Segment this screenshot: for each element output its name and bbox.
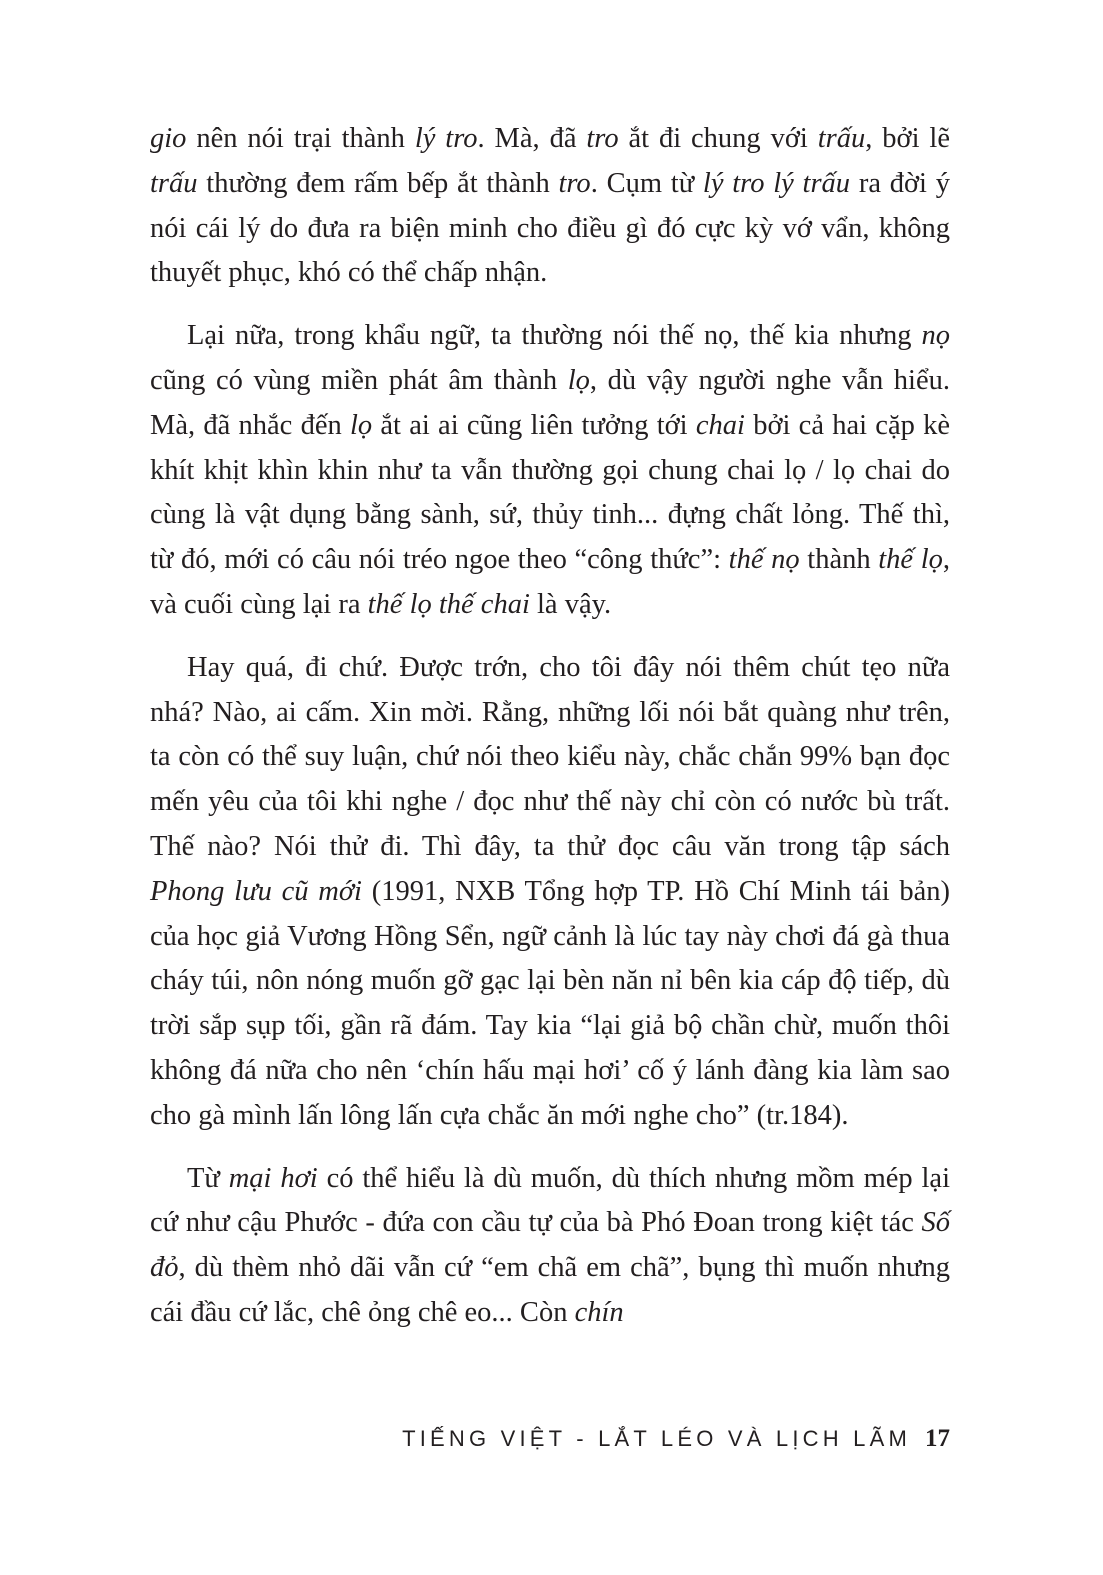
text-run: lý tro lý trấu [702, 167, 851, 199]
text-run: trấu [150, 167, 198, 199]
text-run: thế lọ [878, 544, 943, 576]
text-run: bởi cả hai cặp kè khít khịt khìn khin như ta vẫn thường gọi chung chai lọ / lọ chai do cùng là vật dụng bằng sành, sứ, thủy tinh... đựng chất lỏng. Thế thì, từ đó, mới có câu nói tréo ngoe theo “công thức”: [150, 409, 951, 576]
text-run: có thể hiểu là dù muốn, dù thích nhưng mồm mép lại cứ như cậu Phước - đứa con cầu tự của bà Phó Đoan trong kiệt tác [150, 1162, 950, 1239]
text-run: lọ [349, 409, 373, 441]
text-run: lý tro [414, 123, 478, 154]
text-run: ắt đi chung với [618, 123, 818, 154]
text-run: là vậy. [529, 588, 612, 620]
text-run: chín [574, 1296, 624, 1328]
paragraph-2 [150, 314, 950, 628]
text-run: nọ [921, 320, 950, 352]
text-run: ra đời ý nói cái lý do đưa ra biện minh cho điều gì đó cực kỳ vớ vẩn, không thuyết phục, khó có thể chấp nhận. [150, 167, 950, 289]
page-body [150, 117, 950, 1354]
page-number: 17 [925, 1425, 950, 1452]
text-run: cũng có vùng miền phát âm thành [150, 364, 568, 396]
text-run: (1991, NXB Tổng hợp TP. Hồ Chí Minh tái bản) của học giả Vương Hồng Sển, ngữ cảnh là lúc tay này chơi đá gà thua cháy túi, nôn nóng muốn gỡ gạc lại bèn năn nỉ bên kia cáp độ tiếp, dù trời sắp sụp tối, gần rã đám. Tay kia “lại giả bộ chần chừ, muốn thôi không đá nữa cho nên ‘chín hấu mại hơi’ cố ý lánh đàng kia làm sao cho gà mình lấn lông lấn cựa chắc ăn mới nghe cho” (tr.184). [150, 875, 951, 1131]
text-run: Số đỏ [150, 1207, 950, 1284]
page-footer [150, 1425, 950, 1465]
running-title: TIẾNG VIỆT - LẮT LÉO VÀ LỊCH LÃM [402, 1426, 911, 1451]
paragraph-1 [150, 117, 950, 296]
text-run: Phong lưu cũ mới [150, 875, 362, 907]
text-run: , và cuối cùng lại ra [150, 544, 950, 620]
text-run: gio [150, 123, 187, 154]
text-run: , dù vậy người nghe vẫn hiểu. Mà, đã nhắc đến [150, 364, 950, 441]
text-run: nên nói trại thành [186, 123, 415, 154]
text-run: Từ [187, 1162, 229, 1194]
text-run: Lại nữa, trong khẩu ngữ, ta thường nói thế nọ, thế kia nhưng [187, 320, 922, 352]
text-run: mại hơi [228, 1162, 318, 1194]
text-run: . Mà, đã [477, 123, 587, 154]
text-run: tro [558, 167, 591, 199]
paragraph-3 [150, 646, 950, 1139]
text-run: , bởi lẽ [865, 123, 950, 154]
text-run: , dù thèm nhỏ dãi vẫn cứ “em chã em chã”, bụng thì muốn nhưng cái đầu cứ lắc, chê ỏng chê eo... Còn [150, 1252, 950, 1328]
text-run: ắt ai ai cũng liên tưởng tới [372, 409, 696, 441]
text-run: . Cụm từ [590, 167, 703, 199]
text-run: trấu [817, 123, 866, 154]
text-run: tro [586, 123, 619, 154]
paragraph-4 [150, 1157, 950, 1336]
text-run: thế lọ thế chai [367, 588, 530, 620]
text-run: thành [799, 544, 879, 576]
text-run: thế nọ [728, 544, 800, 576]
text-run: chai [695, 409, 745, 441]
text-run: lọ [567, 364, 590, 396]
text-run: thường đem rấm bếp ắt thành [197, 167, 559, 199]
text-run: Hay quá, đi chứ. Được trớn, cho tôi đây nói thêm chút tẹo nữa nhá? Nào, ai cấm. Xin mời. Rằng, những lối nói bắt quàng như trên, ta còn có thể suy luận, chứ nói theo kiểu này, chắc chắn 99% bạn đọc mến yêu của tôi khi nghe / đọc như thế này chỉ còn có nước bù trất. Thế nào? Nói thử đi. Thì đây, ta thử đọc câu văn trong tập sách [150, 651, 950, 862]
